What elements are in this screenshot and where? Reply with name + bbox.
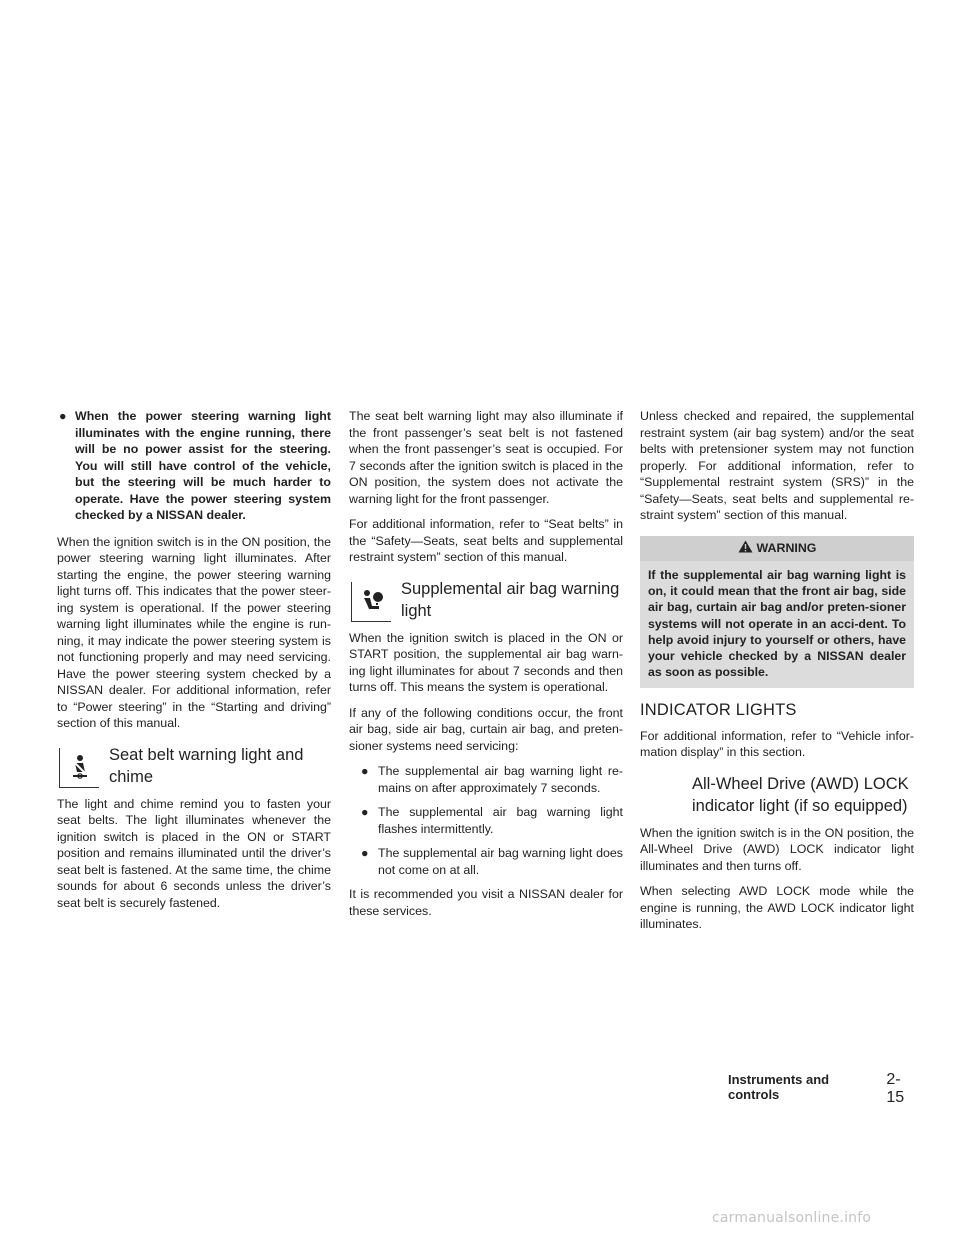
list-item [349, 845, 623, 878]
list-item-text: The supplemental air bag warning light does not come on at all. [378, 846, 623, 877]
seatbelt-heading [57, 744, 331, 788]
warning-box [640, 536, 914, 689]
section-title: Seat belt warning light and chime [109, 745, 304, 786]
watermark: carmanualsonline.info [712, 1210, 872, 1226]
page-number: 2-15 [886, 1071, 905, 1106]
paragraph: When selecting AWD LOCK mode while the engine is running, the AWD LOCK indicator light illuminates. [640, 884, 914, 932]
paragraph: When the ignition switch is in the ON position, the power steering warning light illuminates. After starting the engine, the power steering warning light turns off. This indicates that the power steer-ing system is operational. If the power steering warning light illuminates while the engine is run-ning, it may indicate the power steering system is not functioning properly and may need servicing. Have the power steering system checked by a NISSAN dealer. For additional information, refer to “Power steering” in the “Starting and driving” section of this manual. [57, 534, 331, 730]
warning-label: WARNING [756, 541, 817, 555]
section-heading: INDICATOR LIGHTS [640, 701, 797, 720]
page-footer [728, 1071, 918, 1107]
paragraph: The seat belt warning light may also illuminate if the front passenger’s seat belt is not fastened when the front passenger’s seat is occupied. For 7 seconds after the ignition switch is placed in the ON position, the system does not activate the warning light for the front passenger. [349, 409, 623, 506]
warning-text: If the supplemental air bag warning light is on, it could mean that the front air bag, side air bag, curtain air bag and/or preten-sioner systems will not operate in an acci-dent. To help avoid injury to yourself or others, have your vehicle checked by a NISSAN dealer as soon as possible. [648, 568, 906, 680]
seatbelt-icon [59, 748, 99, 788]
list-item-text: The supplemental air bag warning light flashes intermittently. [378, 805, 623, 836]
paragraph: When the ignition switch is in the ON position, the All-Wheel Drive (AWD) LOCK indicator light illuminates and then turns off. [640, 825, 914, 873]
power-steering-caution [57, 408, 331, 524]
bullet-dot: ● [361, 764, 369, 778]
list-item-text: The supplemental air bag warning light re-mains on after approximately 7 seconds. [378, 764, 623, 795]
airbag-heading [349, 578, 623, 622]
bullet-dot: ● [59, 409, 67, 423]
paragraph: If any of the following conditions occur, the front air bag, side air bag, curtain air bag, and preten-sioner systems need servicing: [349, 705, 623, 753]
list-item [349, 804, 623, 837]
column-right [640, 408, 914, 942]
bullet-dot: ● [361, 846, 369, 860]
section-title: All-Wheel Drive (AWD) LOCK indicator light (if so equipped) [692, 774, 909, 815]
paragraph: Unless checked and repaired, the supplemental restraint system (air bag system) and/or the seat belts with pretensioner system may not function properly. For additional information, refer to “Supplemental restraint system (SRS)” in the “Safety—Seats, seat belts and supplemental re-straint system” section of this manual. [640, 409, 914, 522]
warning-triangle-icon [738, 540, 753, 558]
awd-heading [640, 773, 914, 817]
bullet-dot: ● [361, 805, 369, 819]
caution-text: When the power steering warning light illuminates with the engine running, there will be no power assist for the steering. You will still have control of the vehicle, but the steering will be much harder to operate. Have the power steering system checked by a NISSAN dealer. [75, 409, 331, 522]
section-title: Supplemental air bag warning light [401, 579, 620, 620]
paragraph: For additional information, refer to “Seat belts” in the “Safety—Seats, seat belts and supplemental restraint system” section of this manual. [349, 517, 623, 564]
awd-icon-placeholder [642, 777, 682, 817]
column-left [57, 408, 331, 920]
warning-header [640, 536, 914, 562]
paragraph: For additional information, refer to “Vehicle infor-mation display” in this section. [640, 728, 914, 760]
paragraph: The light and chime remind you to fasten your seat belts. The light illuminates whenever the ignition switch is placed in the ON or START position and remains illuminated until the driver’s seat belt is fastened. At the same time, the chime sounds for about 6 seconds unless the driver’s seat belt is securely fastened. [57, 796, 331, 910]
paragraph: When the ignition switch is placed in the ON or START position, the supplemental air bag warn-ing light illuminates for about 7 seconds and then turns off. This means the system is operational. [349, 630, 623, 694]
paragraph: It is recommended you visit a NISSAN dealer for these services. [349, 887, 623, 918]
column-middle [349, 408, 623, 928]
list-item [349, 763, 623, 796]
chapter-name: Instruments and controls [728, 1072, 830, 1102]
airbag-icon [351, 582, 391, 622]
